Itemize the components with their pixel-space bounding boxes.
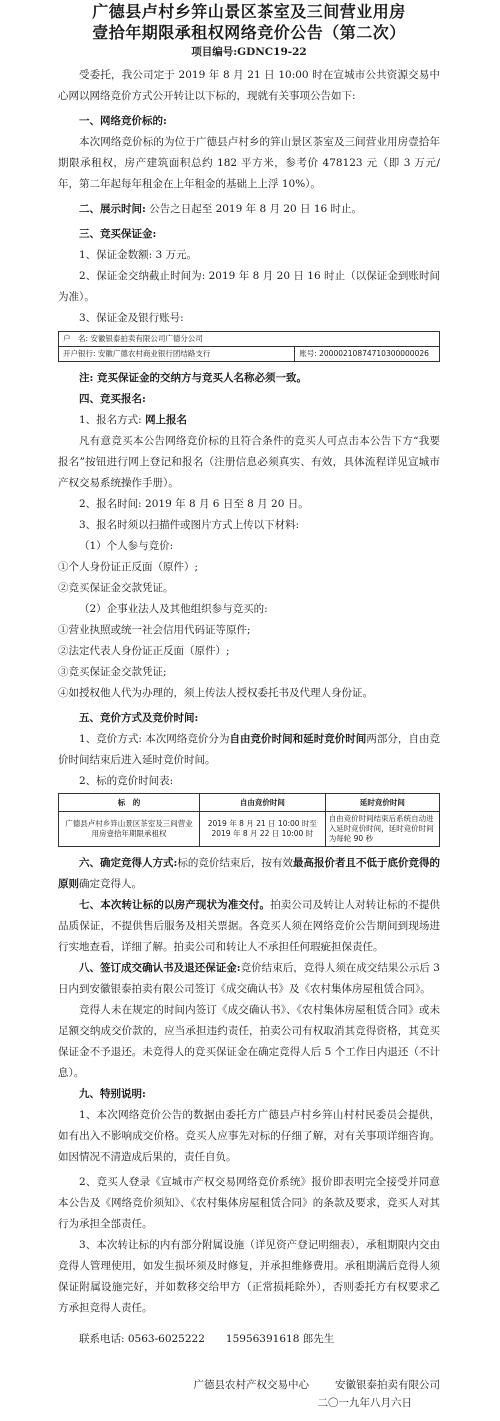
individual-heading: （1）个人参与竞价: <box>79 540 174 552</box>
deposit-deadline: 2、保证金交纳截止时间为: 2019 年 8 月 20 日 16 时止（以保证金到账时间为准）。 <box>58 270 440 303</box>
section-8-heading: 八、签订成交确认书及退还保证金: <box>79 962 241 974</box>
schedule-intro: 2、标的竞价时间表: <box>79 775 174 787</box>
section-6 <box>58 853 440 895</box>
bidding-schedule-table <box>58 793 440 847</box>
deposit-amount: 1、保证金数额: 3 万元。 <box>79 249 198 261</box>
section-7-text: 拍卖公司及转让人对转让标的不提供品质保证，不提供售后服务及相关票据。各竞买人须在网络竞价公告期间到现场进行实地查看，详细了解。拍卖公司和转让人不承担任何瑕疵担保责任。 <box>58 899 441 953</box>
section-9-heading: 九、特别说明: <box>79 1088 146 1100</box>
table-cell: 广德县卢村乡笄山景区茶室及三间营业用房壹拾年期限承租权 <box>59 812 200 847</box>
bank-account-table <box>58 331 440 362</box>
section-2-heading: 二、展示时间: <box>79 203 146 215</box>
account-name-value: 安徽银泰拍卖有限公司广德分公司 <box>90 334 203 343</box>
section-6-text: 标的竞价结束后，按有效 <box>177 857 293 869</box>
account-no-value: 20000210874710300000026 <box>319 349 429 358</box>
deposit-note: 注: 竞买保证金的交纳方与竞买人名称必须一致。 <box>79 372 308 384</box>
section-2-text: 公告之日起至 2019 年 8 月 20 日 16 时止。 <box>149 203 363 215</box>
account-no-cell <box>295 347 440 362</box>
registration-method-value: 网上报名 <box>145 414 188 426</box>
table-row <box>59 347 440 362</box>
column-header: 延时竞价时间 <box>325 794 439 812</box>
list-item: ①营业执照或统一社会信用代码证等原件; <box>58 624 251 636</box>
list-item: ①个人身份证正反面（原件）; <box>58 561 199 573</box>
footer-org-2: 安徽银泰拍卖有限公司 <box>335 1379 440 1391</box>
section-6-heading: 六、确定竞得人方式: <box>79 857 178 869</box>
section-1-heading: 一、网络竞价标的: <box>79 115 167 127</box>
title-line-1: 广德县卢村乡笄山景区茶室及三间营业用房 <box>92 2 406 21</box>
footer <box>0 1376 500 1412</box>
account-name-label: 户 名: <box>63 334 89 343</box>
section-2 <box>58 199 440 220</box>
footer-date: 二〇一九年八月六日 <box>317 1397 412 1409</box>
registration-method <box>58 410 440 431</box>
special-note-1: 1、本次网络竞价公告的数据由委托方广德县卢村乡笄山村村民委员会提供，如有出入不影响成交价格。竞买人应事先对标的仔细了解，对有关事项详细咨询。如因情况不清造成后果的，责任自负。 <box>58 1109 440 1163</box>
list-item: ④如授权他人代为办理的，须上传法人授权委托书及代理人身份证。 <box>58 687 373 699</box>
bank-value: 安徽广德农村商业银行团结路支行 <box>97 349 211 358</box>
table-header-row <box>59 794 440 812</box>
section-6-bold: 最高报价者且不低于底价竞得的原则 <box>58 857 440 890</box>
registration-method-label: 1、报名方式: <box>79 414 142 426</box>
bidding-method-text: 1、竞价方式: 本次网络竞价分为 <box>79 733 230 745</box>
section-5-heading: 五、竞价方式及竞价时间: <box>79 712 199 724</box>
list-item: ③竞买保证金交款凭证; <box>58 666 167 678</box>
section-8-paragraph-2: 竞得人未在规定的时间内签订《成交确认书》、《农村集体房屋租赁合同》或未足额交纳成交价款的，应当承担违约责任，拍卖公司有权取消其竞得资格，其竞买保证金不予退还。未竞得人的竞买保证金在确定竞得人后 5 个工作日内退还（不计息）。 <box>58 1004 440 1079</box>
section-8 <box>58 958 440 1000</box>
section-3-heading: 三、竞买保证金: <box>79 228 157 240</box>
section-8-text: 竞价结束后，竞得人须在成交结果公示后 3 日内到安徽银泰拍卖有限公司签订《成交确认书》及《农村集体房屋租赁合同》。 <box>58 962 440 995</box>
registration-instructions: 凡有意竞买本公告网络竞价标的且符合条件的竞买人可点击本公告下方“我要报名”按钮进行网上登记和报名（注册信息必须真实、有效，具体流程详见宣城市产权交易系统操作手册）。 <box>58 435 440 489</box>
section-6-text-end: 确定竞得人。 <box>79 878 142 890</box>
account-name-cell <box>59 332 440 347</box>
registration-time: 2、报名时间: 2019 年 8 月 6 日至 8 月 20 日。 <box>79 498 309 510</box>
section-1-text: 本次网络竞价标的为位于广德县卢村乡的笄山景区茶室及三间营业用房壹拾年期限承租权，房产建筑面积总约 182 平方米，参考价 478123 元（即 3 万元/年，第二年起每年租金在上年租金的基础上上浮 10%）。 <box>58 136 440 190</box>
project-number: 项目编号:GDNC19-22 <box>191 46 307 58</box>
bank-cell <box>59 347 295 362</box>
intro-paragraph: 受委托，我公司定于 2019 年 8 月 21 日 10:00 时在宣城市公共资源交易中心网以网络竞价方式公开转让以下标的，现就有关事项公告如下: <box>58 69 440 102</box>
list-item: ②竞买保证金交款凭证。 <box>58 582 174 594</box>
contact-phone: 联系电话: 0563-6025222 15956391618 郎先生 <box>79 1333 335 1345</box>
section-7 <box>58 895 440 958</box>
bidding-method <box>58 729 440 771</box>
special-note-2: 2、竞买人登录《宣城市产权交易网络竞价系统》报价即表明完全接受并同意本公告及《网络竞价须知》、《农村集体房屋租赁合同》的条款及要求，竞买人对其行为承担全部责任。 <box>58 1176 440 1230</box>
special-note-3: 3、本次转让标的内有部分附属设施（详见资产登记明细表），承租期限内交由竞得人管理使用，如发生损坏须及时修复，并承担维修费用。承租期满后竞得人须保证附属设施完好，并如数移交给甲方（正常损耗除外），否则委托方有权要求乙方承担竞得人责任。 <box>58 1239 440 1314</box>
list-item: ②法定代表人身份证正反面（原件）; <box>58 645 230 657</box>
bank-label: 开户银行: <box>63 349 96 358</box>
bidding-method-bold: 自由竞价时间和延时竞价时间 <box>229 733 367 745</box>
footer-organizations <box>0 1376 500 1394</box>
table-cell: 自由竞价时间结束后系统自动进入延时竞价时间，延时竞价时间为每轮 90 秒 <box>325 812 439 847</box>
upload-materials-intro: 3、报名时须以扫描件或图片方式上传以下材料: <box>79 519 300 531</box>
table-row <box>59 812 440 847</box>
column-header: 标 的 <box>59 794 200 812</box>
deposit-bank-intro: 3、保证金及银行账号: <box>79 312 184 324</box>
section-4-heading: 四、竞买报名: <box>79 393 146 405</box>
section-7-heading: 七、本次转让标的以房产现状为准交付。 <box>79 899 271 911</box>
column-header: 自由竞价时间 <box>199 794 325 812</box>
account-no-label: 账号: <box>299 349 317 358</box>
table-row <box>59 332 440 347</box>
organization-heading: （2）企事业法人及其他组织参与竞买的: <box>79 603 268 615</box>
footer-org-1: 广德县农村产权交易中心 <box>193 1379 309 1391</box>
title-line-2: 壹拾年期限承租权网络竞价公告（第二次） <box>92 23 406 42</box>
table-cell: 2019 年 8 月 21 日 10:00 时至 2019 年 8 月 22 日 10:00 时 <box>199 812 325 847</box>
bidding-method-text-end: 两部分，自由竞价时间结束后进入延时竞价时间。 <box>58 733 440 766</box>
